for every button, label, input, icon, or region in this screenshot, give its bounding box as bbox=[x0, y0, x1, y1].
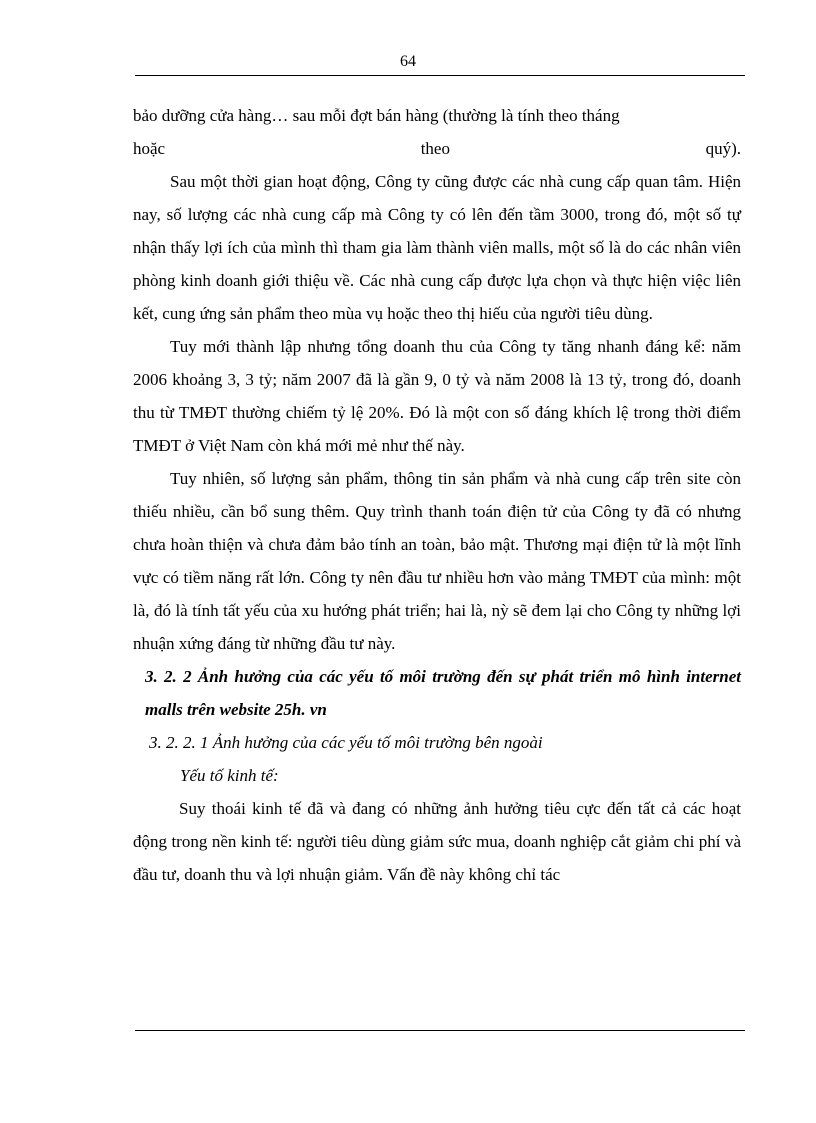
page-number: 64 bbox=[400, 53, 416, 70]
footer-rule bbox=[135, 1030, 745, 1031]
paragraph-continuation-end: hoặc theo quý). bbox=[133, 139, 741, 158]
paragraph-economic: Suy thoái kinh tế đã và đang có những ảnh hưởng tiêu cực đến tất cả các hoạt động trong nền kinh tế: người tiêu dùng giảm sức mua, doanh nghiệp cắt giảm chi phí và đầu tư, doanh thu và lợi nhuận giảm. Vấn đề này không chỉ tác bbox=[133, 799, 741, 884]
subheading-economic-factor: Yếu tố kinh tế: bbox=[180, 766, 279, 785]
paragraph-suppliers: Sau một thời gian hoạt động, Công ty cũng được các nhà cung cấp quan tâm. Hiện nay, số lượng các nhà cung cấp mà Công ty có lên đến tầm 3000, trong đó, một số tự nhận thấy lợi ích của mình thì tham gia làm thành viên malls, một số là do các nhân viên phòng kinh doanh giới thiệu về. Các nhà cung cấp được lựa chọn và thực hiện việc liên kết, cung ứng sản phẩm theo mùa vụ hoặc theo thị hiếu của người tiêu dùng. bbox=[133, 172, 741, 323]
section-heading-3-2-2-1: 3. 2. 2. 1 Ảnh hưởng của các yếu tố môi trường bên ngoài bbox=[149, 733, 543, 752]
document-body bbox=[133, 99, 741, 891]
paragraph-revenue: Tuy mới thành lập nhưng tổng doanh thu của Công ty tăng nhanh đáng kể: năm 2006 khoảng 3, 3 tỷ; năm 2007 đã là gần 9, 0 tỷ và năm 2008 là 13 tỷ, trong đó, doanh thu từ TMĐT thường chiếm tỷ lệ 20%. Đó là một con số đáng khích lệ trong thời điểm TMĐT ở Việt Nam còn khá mới mẻ như thế này. bbox=[133, 337, 741, 455]
header-rule bbox=[135, 75, 745, 76]
paragraph-limitations: Tuy nhiên, số lượng sản phẩm, thông tin sản phẩm và nhà cung cấp trên site còn thiếu nhiều, cần bổ sung thêm. Quy trình thanh toán điện tử của Công ty đã có nhưng chưa hoàn thiện và chưa đảm bảo tính an toàn, bảo mật. Thương mại điện tử là một lĩnh vực có tiềm năng rất lớn. Công ty nên đầu tư nhiều hơn vào mảng TMĐT của mình: một là, đó là tính tất yếu của xu hướng phát triển; hai là, nỳ sẽ đem lại cho Công ty những lợi nhuận xứng đáng từ những đầu tư này. bbox=[133, 469, 741, 653]
section-heading-3-2-2: 3. 2. 2 Ảnh hưởng của các yếu tố môi trường đến sự phát triển mô hình internet malls trên website 25h. vn bbox=[145, 667, 741, 719]
paragraph-continuation-line1: bảo dưỡng cửa hàng… sau mỗi đợt bán hàng (thường là tính theo tháng bbox=[133, 106, 620, 125]
paragraph-continuation bbox=[133, 99, 741, 132]
